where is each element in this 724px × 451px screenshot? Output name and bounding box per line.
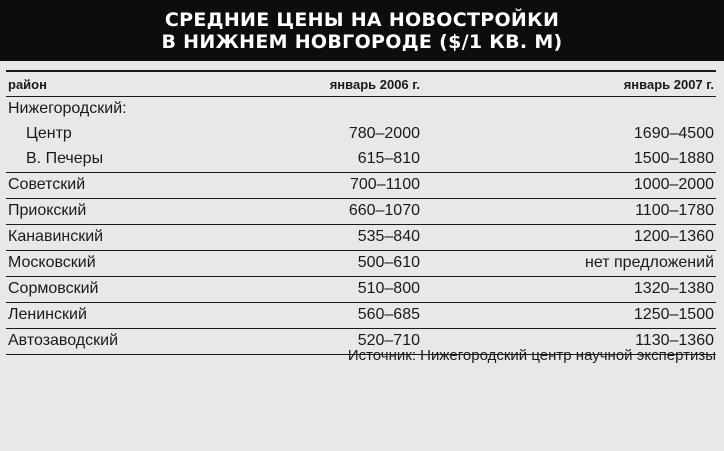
price-2006-cell: 500–610 — [357, 254, 420, 271]
price-2007-cell: 1000–2000 — [633, 176, 714, 193]
table-row — [6, 147, 716, 172]
price-2006-cell: 535–840 — [357, 228, 420, 245]
table-row — [6, 122, 716, 147]
table-row — [6, 97, 716, 122]
district-cell: Советский — [8, 176, 86, 193]
district-cell: Приокский — [8, 202, 87, 219]
source-note: Источник: Нижегородский центр научной экспертизы — [347, 347, 716, 364]
table-body — [6, 97, 716, 355]
district-cell: Ленинский — [8, 306, 87, 323]
header-district: район — [8, 77, 47, 92]
header-2007: январь 2007 г. — [623, 77, 714, 92]
price-2006-cell: 510–800 — [357, 280, 420, 297]
price-2007-cell: 1200–1360 — [633, 228, 714, 245]
price-2006-cell: 780–2000 — [348, 125, 420, 142]
header-2006: январь 2006 г. — [329, 77, 420, 92]
district-cell: Сормовский — [8, 280, 99, 297]
table-row — [6, 303, 716, 328]
price-2007-cell: 1690–4500 — [633, 125, 714, 142]
price-2007-cell: 1100–1780 — [635, 202, 714, 219]
price-2007-cell: 1500–1880 — [633, 150, 714, 167]
table-row — [6, 199, 716, 224]
price-2006-cell: 560–685 — [357, 306, 420, 323]
table-header-row — [6, 72, 716, 96]
district-cell: Центр — [26, 125, 72, 142]
table-row — [6, 225, 716, 250]
district-cell: Канавинский — [8, 228, 104, 245]
price-2007-cell: 1250–1500 — [633, 306, 714, 323]
table-row — [6, 173, 716, 198]
price-2007-cell: нет предложений — [585, 254, 714, 271]
table-row — [6, 277, 716, 302]
price-2006-cell: 660–1070 — [348, 202, 420, 219]
price-2006-cell: 520–710 — [357, 332, 420, 349]
district-cell: Нижегородский: — [8, 100, 127, 117]
district-cell: Московский — [8, 254, 96, 271]
price-2006-cell: 700–1100 — [350, 176, 420, 193]
price-2006-cell: 615–810 — [357, 150, 420, 167]
table-row — [6, 251, 716, 276]
title-line-2: В НИЖНЕМ НОВГОРОДЕ ($/1 КВ. М) — [161, 30, 563, 53]
title-line-1: СРЕДНИЕ ЦЕНЫ НА НОВОСТРОЙКИ — [164, 8, 560, 31]
price-table — [6, 70, 716, 355]
district-cell: В. Печеры — [26, 150, 104, 167]
price-2007-cell: 1130–1360 — [635, 332, 714, 349]
price-2007-cell: 1320–1380 — [633, 280, 714, 297]
district-cell: Автозаводский — [8, 332, 118, 349]
title-banner — [0, 0, 724, 61]
